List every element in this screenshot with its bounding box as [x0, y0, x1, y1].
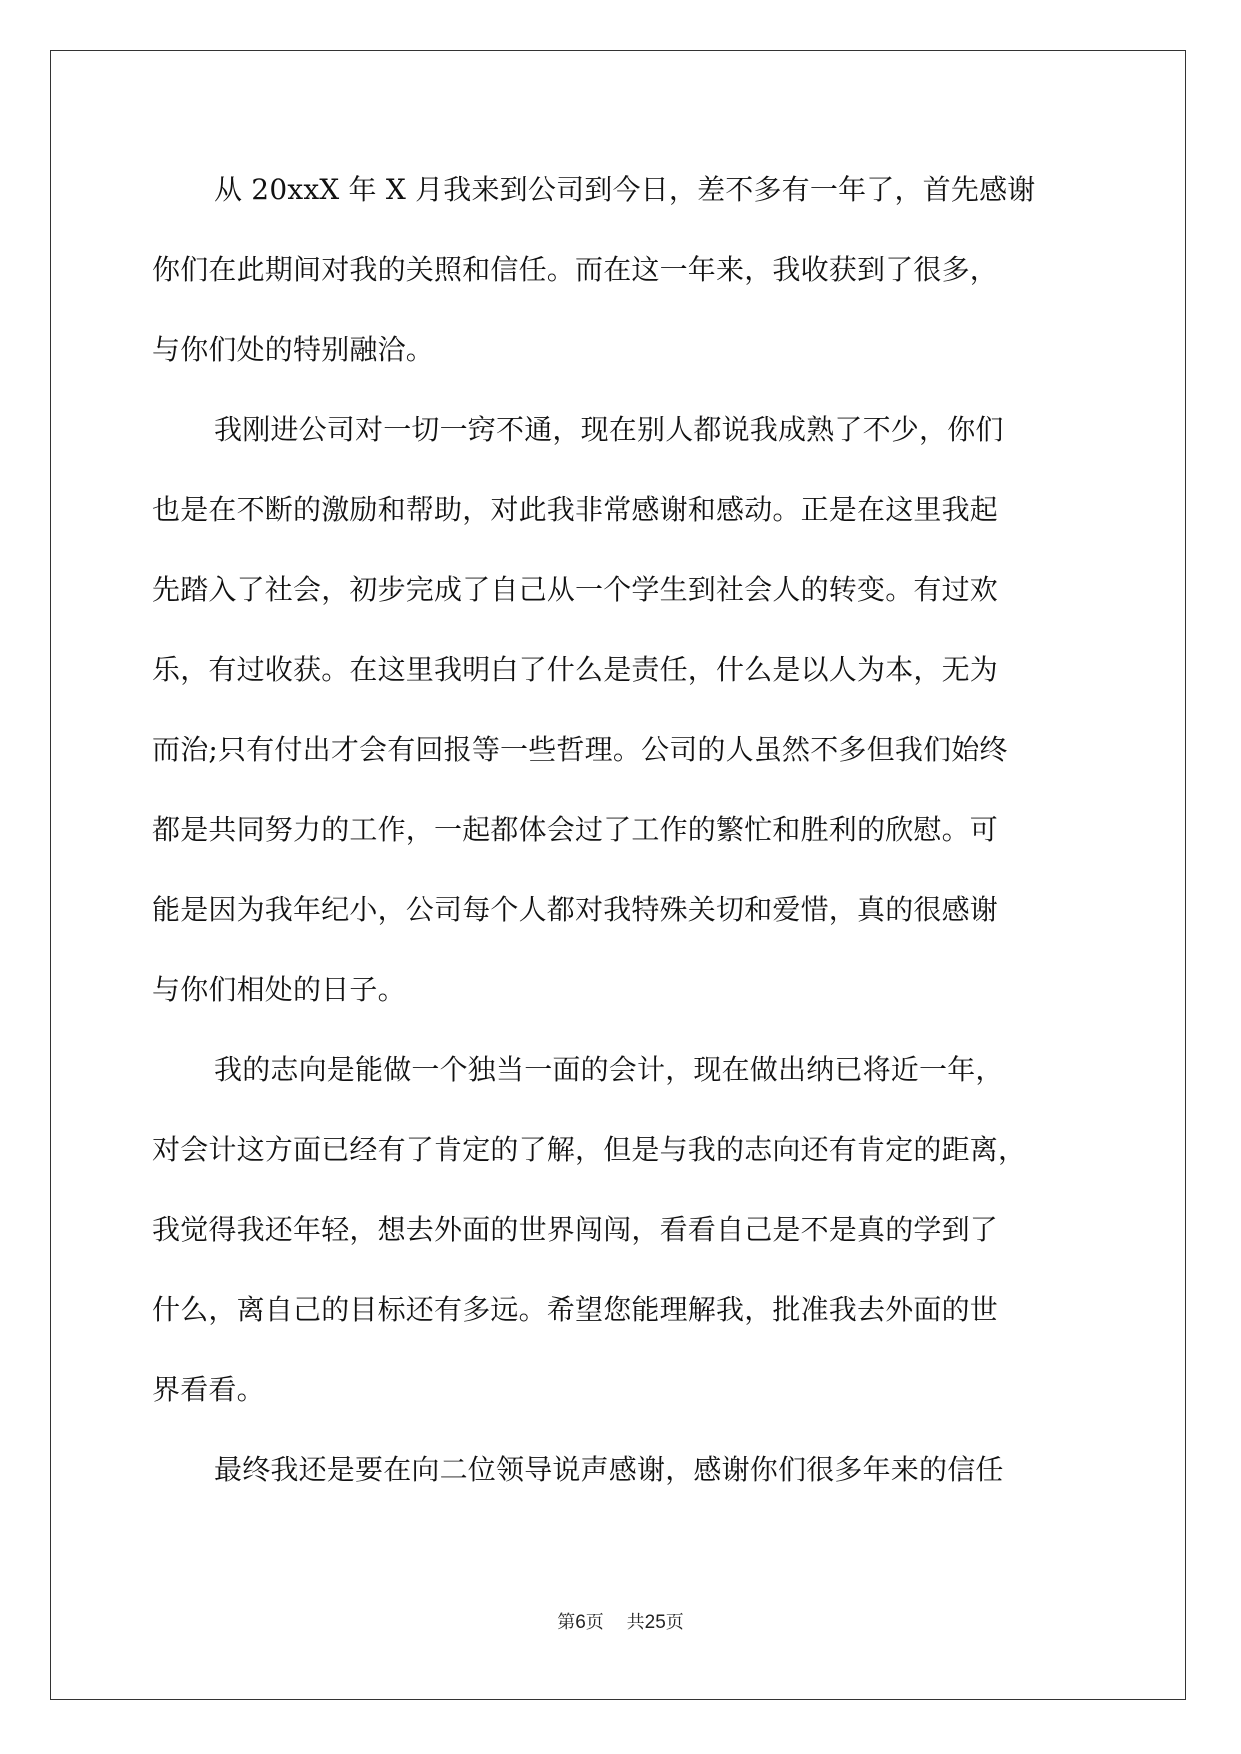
paragraph-1-line-2: 你们在此期间对我的关照和信任。而在这一年来，我收获到了很多，: [152, 253, 999, 286]
footer-page-suffix: 页: [585, 1612, 604, 1633]
paragraph-3-line-5: 界看看。: [152, 1373, 265, 1406]
paragraph-3-line-4: 什么，离自己的目标还有多远。希望您能理解我，批准我去外面的世: [152, 1293, 999, 1326]
paragraph-1-line-3: 与你们处的特别融洽。: [152, 333, 435, 366]
paragraph-3-line-2: 对会计这方面已经有了肯定的了解，但是与我的志向还有肯定的距离，: [152, 1133, 1027, 1166]
paragraph-2-line-7: 能是因为我年纪小，公司每个人都对我特殊关切和爱惜，真的很感谢: [152, 893, 999, 926]
footer-total-pages: 25: [644, 1612, 666, 1633]
footer-page-number: 6: [575, 1612, 586, 1633]
paragraph-3-line-3: 我觉得我还年轻，想去外面的世界闯闯，看看自己是不是真的学到了: [152, 1213, 999, 1246]
paragraph-2-line-3: 先踏入了社会，初步完成了自己从一个学生到社会人的转变。有过欢: [152, 573, 999, 606]
paragraph-2-line-6: 都是共同努力的工作，一起都体会过了工作的繁忙和胜利的欣慰。可: [152, 813, 999, 846]
footer-total-prefix: 共: [626, 1612, 645, 1633]
footer-page-prefix: 第: [557, 1612, 576, 1633]
paragraph-1-line-1: 从 20xxX 年 X 月我来到公司到今日，差不多有一年了，首先感谢: [214, 173, 1036, 206]
paragraph-2-line-4: 乐，有过收获。在这里我明白了什么是责任，什么是以人为本，无为: [152, 653, 999, 686]
footer-total-suffix: 页: [665, 1612, 684, 1633]
paragraph-2-line-2: 也是在不断的激励和帮助，对此我非常感谢和感动。正是在这里我起: [152, 493, 999, 526]
paragraph-2-line-5: 而治;只有付出才会有回报等一些哲理。公司的人虽然不多但我们始终: [152, 733, 1008, 766]
paragraph-3-line-1: 我的志向是能做一个独当一面的会计，现在做出纳已将近一年，: [214, 1053, 1004, 1086]
paragraph-2-line-1: 我刚进公司对一切一窍不通，现在别人都说我成熟了不少，你们: [214, 413, 1004, 446]
paragraph-4-line-1: 最终我还是要在向二位领导说声感谢，感谢你们很多年来的信任: [214, 1453, 1004, 1486]
page-footer: [0, 1608, 1241, 1634]
paragraph-2-line-8: 与你们相处的日子。: [152, 973, 406, 1006]
